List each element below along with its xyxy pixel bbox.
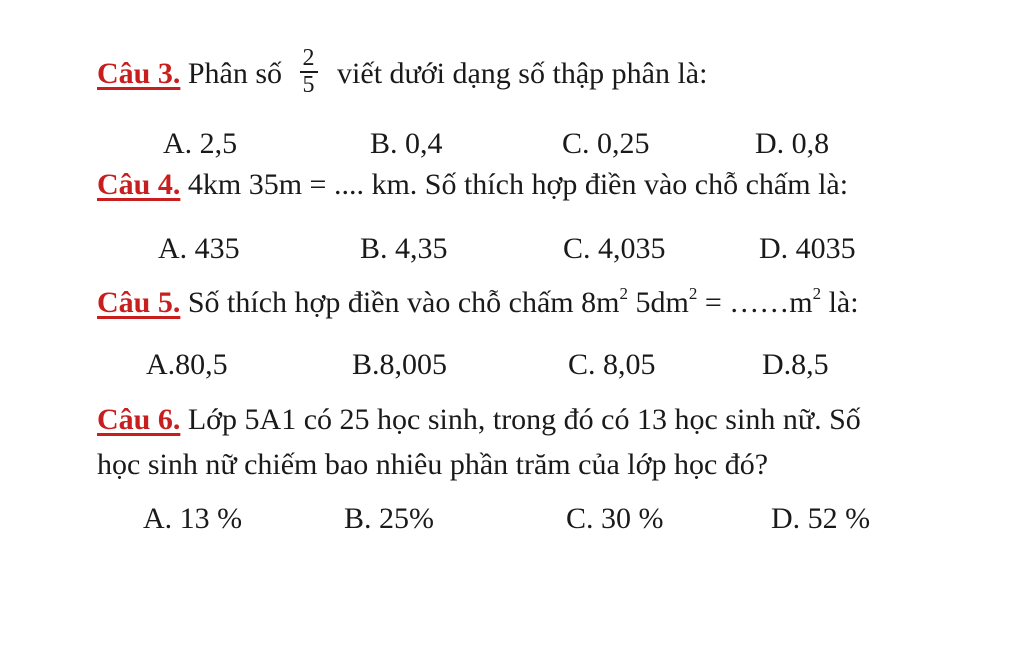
- question-3-option-a: A. 2,5: [163, 127, 238, 160]
- question-5-text-part1: Số thích hợp điền vào chỗ chấm 8m: [180, 286, 620, 319]
- question-4-label: Câu 4.: [97, 168, 181, 201]
- question-3-text-before: Phân số: [180, 57, 290, 91]
- fraction-denominator: 5: [300, 71, 318, 98]
- question-4-option-c: C. 4,035: [563, 232, 666, 265]
- question-5-option-d: D.8,5: [762, 348, 829, 381]
- question-6-option-a: A. 13 %: [143, 502, 243, 535]
- question-3-option-b: B. 0,4: [370, 127, 443, 160]
- superscript-1: 2: [619, 284, 628, 303]
- question-3-label: Câu 3.: [97, 57, 181, 91]
- question-6-text-line1: Lớp 5A1 có 25 học sinh, trong đó có 13 học sinh nữ. Số: [180, 403, 861, 436]
- question-5-option-c: C. 8,05: [568, 348, 656, 381]
- question-5-label: Câu 5.: [97, 286, 181, 319]
- question-4: [97, 167, 848, 203]
- question-6-option-c: C. 30 %: [566, 502, 664, 535]
- superscript-3: 2: [812, 284, 822, 303]
- question-4-option-b: B. 4,35: [360, 232, 448, 265]
- superscript-2: 2: [688, 284, 698, 303]
- question-5-text-part2: 5dm: [627, 286, 689, 319]
- question-6-label: Câu 6.: [97, 403, 181, 436]
- question-6-line2: học sinh nữ chiếm bao nhiêu phần trăm của lớp học đó?: [97, 448, 769, 481]
- question-5-text-part3: = ……m: [697, 286, 813, 319]
- question-6: [97, 402, 861, 438]
- question-6-option-b: B. 25%: [344, 502, 434, 535]
- question-4-option-a: A. 435: [158, 232, 240, 265]
- question-3-text-after: viết dưới dạng số thập phân là:: [329, 57, 708, 91]
- fraction-two-fifths: [300, 46, 318, 98]
- question-4-option-d: D. 4035: [759, 232, 856, 265]
- question-3-option-d: D. 0,8: [755, 127, 830, 160]
- question-5-option-b: B.8,005: [352, 348, 448, 381]
- question-5: [97, 285, 859, 321]
- fraction-numerator: 2: [302, 45, 315, 71]
- question-4-text: 4km 35m = .... km. Số thích hợp điền vào chỗ chấm là:: [180, 168, 849, 201]
- question-6-option-d: D. 52 %: [771, 502, 871, 535]
- question-3: [97, 45, 708, 102]
- question-5-option-a: A.80,5: [146, 348, 228, 381]
- question-3-option-c: C. 0,25: [562, 127, 650, 160]
- question-5-text-part4: là:: [821, 286, 859, 319]
